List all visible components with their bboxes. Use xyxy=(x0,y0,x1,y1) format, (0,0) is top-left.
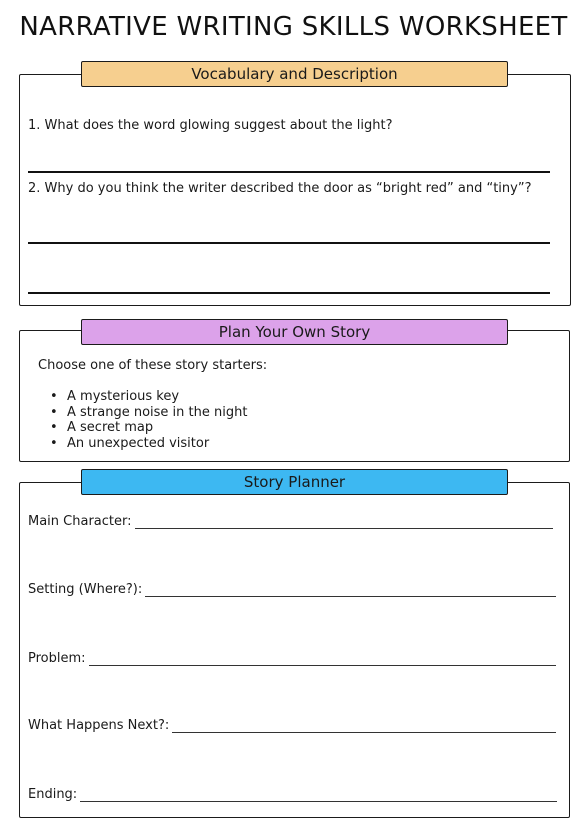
list-item: • An unexpected visitor xyxy=(46,436,247,452)
setting-field xyxy=(28,582,556,597)
story-starter-list xyxy=(46,389,247,451)
main-character-field xyxy=(28,514,553,529)
ending-label: Ending: xyxy=(28,787,78,802)
answer-line-2[interactable] xyxy=(28,242,550,244)
what-happens-next-field xyxy=(28,718,556,733)
answer-line-3[interactable] xyxy=(28,292,550,294)
list-item: • A strange noise in the night xyxy=(46,405,247,421)
problem-label: Problem: xyxy=(28,651,86,666)
list-item: • A mysterious key xyxy=(46,389,247,405)
starter-intro: Choose one of these story starters: xyxy=(38,358,268,373)
plan-story-heading: Plan Your Own Story xyxy=(81,319,508,345)
problem-field xyxy=(28,651,556,666)
ending-field xyxy=(28,787,557,802)
main-character-blank[interactable] xyxy=(135,515,553,529)
worksheet-title: NARRATIVE WRITING SKILLS WORKSHEET xyxy=(19,12,568,42)
list-item: • A secret map xyxy=(46,420,247,436)
problem-blank[interactable] xyxy=(89,652,556,666)
setting-blank[interactable] xyxy=(145,583,556,597)
what-happens-next-blank[interactable] xyxy=(172,719,556,733)
what-happens-next-label: What Happens Next?: xyxy=(28,718,170,733)
setting-label: Setting (Where?): xyxy=(28,582,143,597)
main-character-label: Main Character: xyxy=(28,514,132,529)
story-planner-panel xyxy=(19,482,570,818)
question-2: 2. Why do you think the writer described the door as “bright red” and “tiny”? xyxy=(28,181,532,196)
answer-line-1[interactable] xyxy=(28,171,550,173)
story-planner-heading: Story Planner xyxy=(81,469,508,495)
ending-blank[interactable] xyxy=(80,788,557,802)
question-1: 1. What does the word glowing suggest about the light? xyxy=(28,118,393,133)
vocabulary-heading: Vocabulary and Description xyxy=(81,61,508,87)
